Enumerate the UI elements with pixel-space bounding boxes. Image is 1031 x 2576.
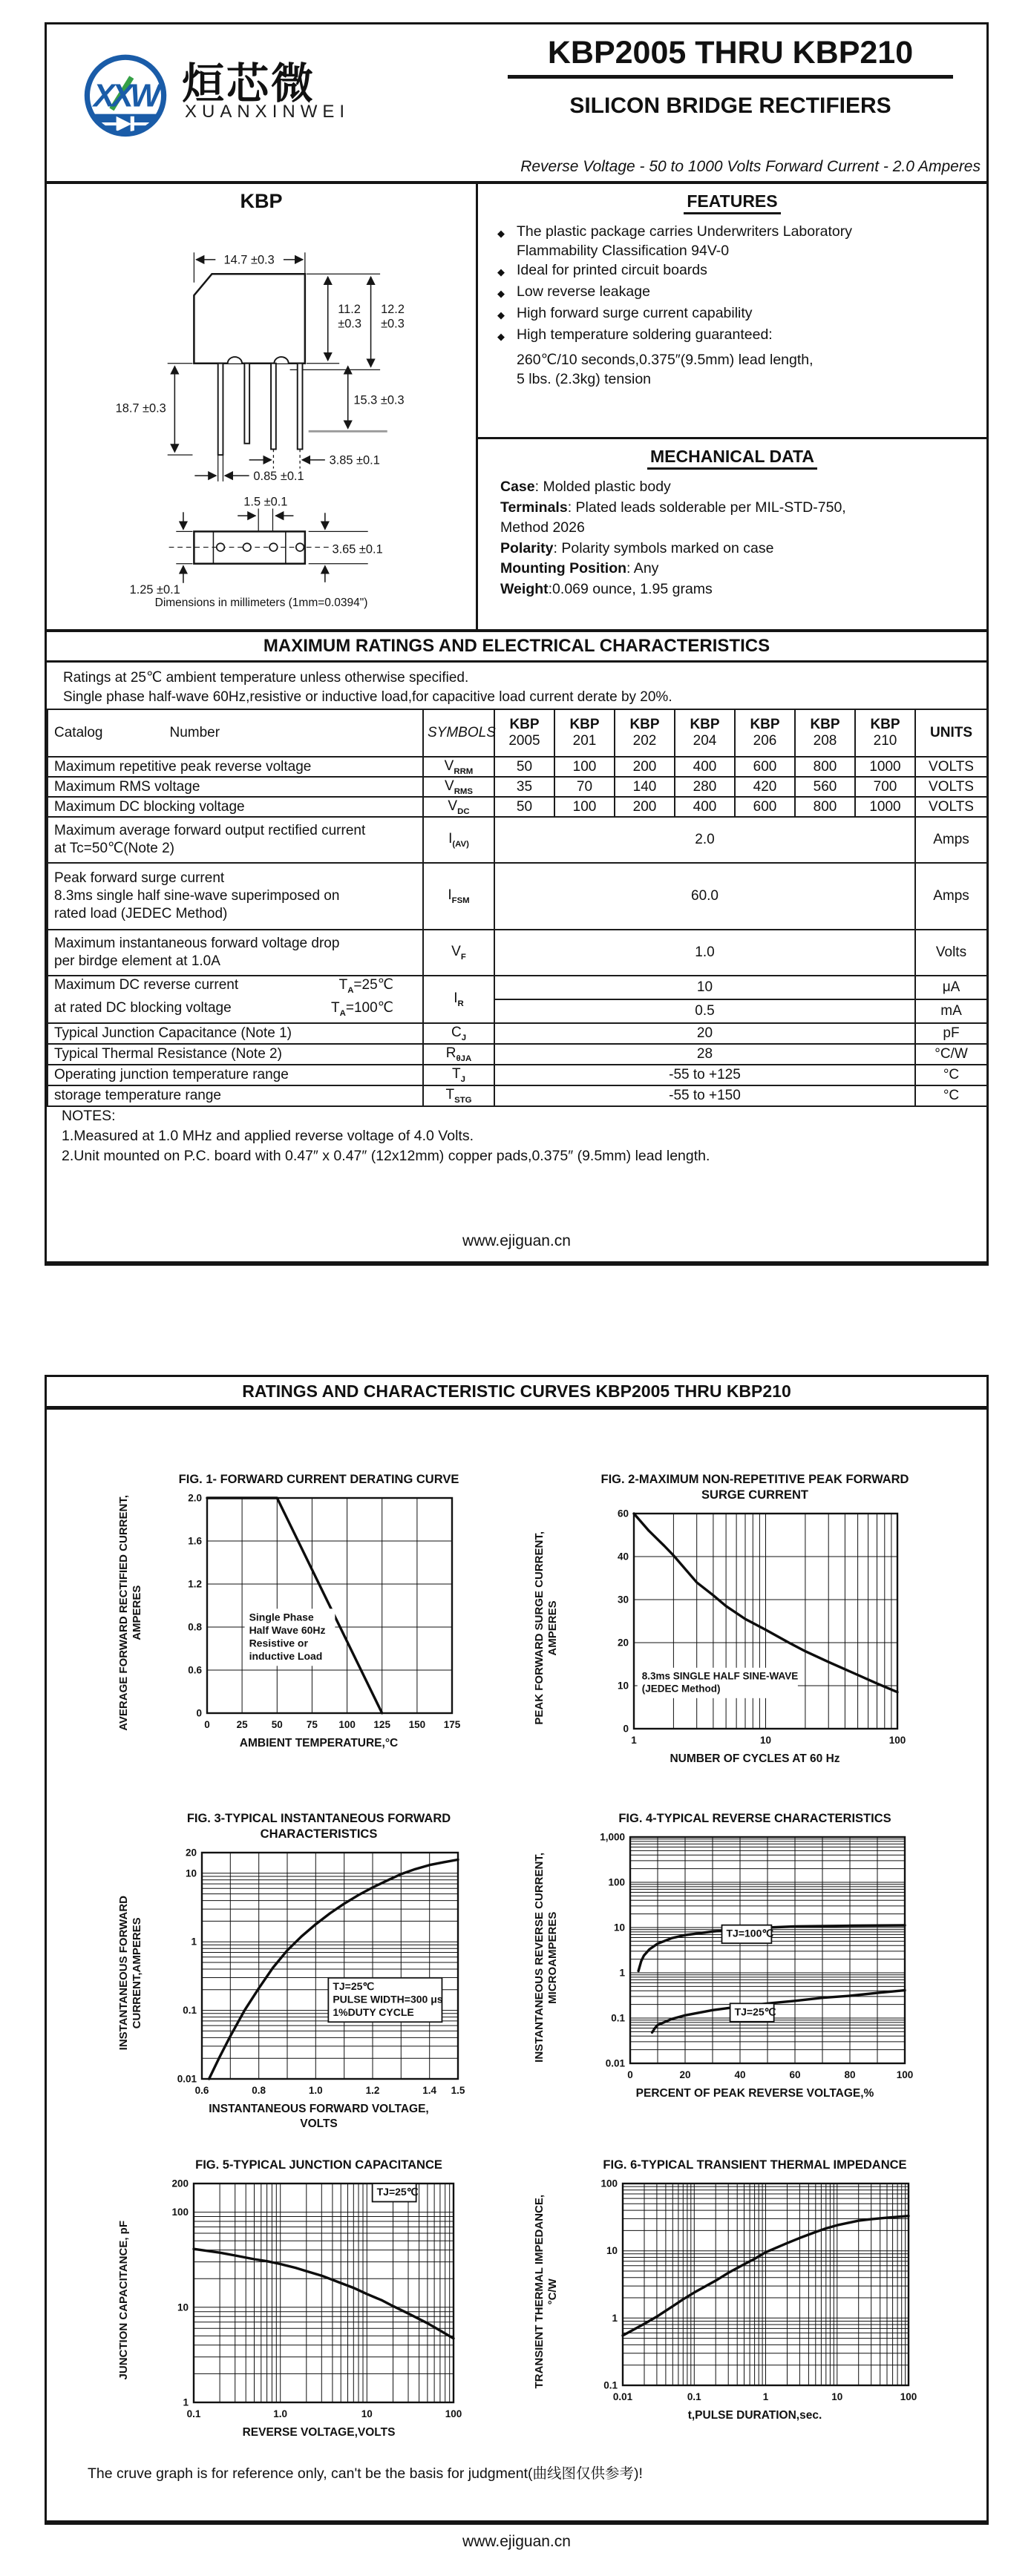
table-row: Peak forward surge current 8.3ms single half sine-wave superimposed on rated load (JEDEC Method) $I_{FSM}$ 60.0 Amps: [48, 863, 987, 930]
svg-text:PULSE WIDTH=300 μs: PULSE WIDTH=300 μs: [333, 1993, 443, 2005]
svg-text:1.0: 1.0: [272, 2408, 287, 2419]
svg-text:60: 60: [789, 2069, 801, 2080]
table-row: Maximum DC reverse current $T_A=25℃$ at rated DC blocking voltage $T_A=100℃$ $I_R$ 10 μA: [48, 976, 987, 999]
figure-3-x-axis-label: INSTANTANEOUS FORWARD VOLTAGE, VOLTS: [209, 2103, 429, 2130]
figure-2-plot: [603, 1508, 906, 1749]
col-part: KBP 201: [554, 709, 615, 757]
figure-4-plot: [595, 1831, 914, 2083]
package-name: KBP: [240, 190, 283, 212]
svg-text:10: 10: [831, 2391, 842, 2402]
ratings-table-body: [48, 709, 987, 1106]
voltage-current-line: Reverse Voltage - 50 to 1000 Volts Forward Current - 2.0 Amperes: [520, 158, 981, 175]
figure-5-plot: [161, 2178, 462, 2422]
svg-text:1.0: 1.0: [308, 2085, 323, 2096]
subtitle: SILICON BRIDGE RECTIFIERS: [569, 93, 891, 118]
mechanical-item: Mounting Position: Any: [500, 560, 659, 576]
svg-text:Half Wave 60Hz: Half Wave 60Hz: [249, 1623, 326, 1636]
dim-lead-datum: 15.3 ±0.3: [353, 393, 405, 407]
svg-text:10: 10: [606, 2245, 618, 2257]
svg-text:TJ=25℃: TJ=25℃: [333, 1979, 375, 1992]
svg-text:0: 0: [627, 2069, 633, 2080]
notes-heading: NOTES:: [62, 1108, 116, 1124]
bullet-icon: ◆: [497, 288, 505, 299]
svg-text:0.1: 0.1: [611, 2012, 625, 2024]
svg-text:20: 20: [679, 2069, 691, 2080]
website-url-1: www.ejiguan.cn: [462, 1232, 571, 1249]
table-row: storage temperature range $T_{STG}$ -55 to +150 °C: [48, 1085, 987, 1106]
package-outline-section: [47, 184, 478, 629]
figure-1-series-1: [207, 1498, 382, 1713]
col-symbols: SYMBOLS: [423, 709, 494, 757]
svg-text:150: 150: [408, 1719, 425, 1730]
mechanical-item: Weight:0.069 ounce, 1.95 grams: [500, 580, 713, 597]
ratings-conditions: [63, 668, 672, 707]
svg-text:20: 20: [185, 1847, 197, 1859]
feature-item: 260℃/10 seconds,0.375″(9.5mm) lead length, 5 lbs. (2.3kg) tension: [517, 352, 814, 387]
svg-text:0.1: 0.1: [687, 2391, 701, 2402]
svg-text:20: 20: [617, 1637, 629, 1649]
svg-text:0.6: 0.6: [194, 2085, 209, 2096]
company-name-en: XUANXINWEI: [185, 102, 350, 122]
svg-text:(JEDEC Method): (JEDEC Method): [641, 1683, 721, 1695]
svg-text:±0.3: ±0.3: [381, 317, 405, 331]
mechanical-item: Polarity: Polarity symbols marked on case: [500, 539, 774, 556]
svg-text:1.2: 1.2: [365, 2085, 380, 2096]
figure-3: [117, 1811, 492, 2132]
bullet-icon: ◆: [497, 228, 505, 239]
svg-text:100: 100: [445, 2408, 462, 2419]
dim-lead-width: 0.85 ±0.1: [253, 469, 304, 483]
svg-text:0.1: 0.1: [183, 2005, 197, 2017]
svg-text:1,000: 1,000: [600, 1831, 625, 1843]
svg-text:125: 125: [373, 1719, 390, 1730]
svg-text:10: 10: [617, 1680, 629, 1692]
figure-2: [533, 1472, 949, 1767]
svg-text:1.5: 1.5: [451, 2085, 465, 2096]
svg-text:25: 25: [236, 1719, 248, 1730]
note-2: 2.Unit mounted on P.C. board with 0.47″ x 0.47″ (12x12mm) copper pads,0.375″ (9.5mm) lead length.: [62, 1148, 710, 1164]
svg-text:8.3ms SINGLE HALF SINE-WAVE: 8.3ms SINGLE HALF SINE-WAVE: [641, 1670, 798, 1682]
svg-text:30: 30: [617, 1594, 629, 1606]
svg-text:0.01: 0.01: [605, 2057, 625, 2069]
svg-text:1: 1: [630, 1735, 637, 1746]
svg-text:0.01: 0.01: [612, 2391, 632, 2402]
figure-1-title: FIG. 1- FORWARD CURRENT DERATING CURVE: [178, 1473, 459, 1486]
table-row: Maximum DC blocking voltage $V_{DC}$ 50 100 200 400 600 800 1000 VOLTS: [48, 797, 987, 817]
figure-6: [533, 2158, 949, 2423]
dim-seat-height: 3.65 ±0.1: [332, 542, 383, 556]
dimensions-caption: Dimensions in millimeters (1mm=0.0394"): [154, 597, 368, 609]
svg-text:0.8: 0.8: [252, 2085, 266, 2096]
package-drawing: [62, 217, 462, 599]
svg-text:0.8: 0.8: [187, 1621, 202, 1633]
svg-text:10: 10: [177, 2301, 189, 2313]
mechanical-item: Terminals: Plated leads solderable per MIL-STD-750,: [500, 499, 846, 516]
figure-4-title: FIG. 4-TYPICAL REVERSE CHARACTERISTICS: [618, 1812, 891, 1825]
note-1: 1.Measured at 1.0 MHz and applied reverse voltage of 4.0 Volts.: [62, 1128, 474, 1144]
dim-offset: 1.25 ±0.1: [129, 583, 180, 597]
svg-text:0.01: 0.01: [177, 2073, 197, 2085]
figure-6-title: FIG. 6-TYPICAL TRANSIENT THERMAL IMPEDANCE: [603, 2158, 907, 2172]
svg-text:Resistive or: Resistive or: [249, 1637, 308, 1649]
figure-4: [533, 1811, 949, 2101]
figure-4-y-axis-label: INSTANTANEOUS REVERSE CURRENT, MICROAMPERES: [533, 1852, 559, 2063]
figure-4-x-axis-label: PERCENT OF PEAK REVERSE VOLTAGE,%: [635, 2087, 874, 2100]
company-logo-icon: [78, 51, 173, 146]
logo-monogram: XXW: [93, 78, 158, 114]
svg-text:0: 0: [195, 1707, 202, 1719]
col-part: KBP 202: [615, 709, 675, 757]
mechanical-item: Method 2026: [500, 519, 585, 536]
feature-item: ◆ The plastic package carries Underwriters Laboratory Flammability Classification 94V-0: [497, 223, 852, 259]
svg-text:100: 100: [338, 1719, 356, 1730]
feature-item: ◆ Ideal for printed circuit boards: [497, 260, 981, 282]
table-row: Maximum RMS voltage $V_{RMS}$ 35 70 140 280 420 560 700 VOLTS: [48, 777, 987, 797]
title-underline: [508, 75, 953, 79]
svg-text:1.2: 1.2: [187, 1578, 202, 1590]
features-heading: FEATURES: [684, 191, 780, 214]
svg-text:1: 1: [611, 2312, 618, 2324]
svg-text:40: 40: [734, 2069, 746, 2080]
table-row: Typical Junction Capacitance (Note 1) $C_J$ 20 pF: [48, 1023, 987, 1044]
svg-text:1: 1: [182, 2396, 189, 2408]
col-part: KBP 206: [735, 709, 795, 757]
svg-text:10: 10: [361, 2408, 373, 2419]
bullet-icon: ◆: [497, 331, 505, 342]
table-row: Maximum repetitive peak reverse voltage $V_{RRM}$ 50 100 200 400 600 800 1000 VOLTS: [48, 757, 987, 777]
figure-5: [117, 2158, 492, 2440]
svg-text:1.4: 1.4: [422, 2085, 437, 2096]
ratings-heading: MAXIMUM RATINGS AND ELECTRICAL CHARACTERISTICS: [47, 629, 986, 663]
svg-text:100: 100: [900, 2391, 917, 2402]
svg-text:100: 100: [608, 1876, 625, 1888]
svg-text:10: 10: [613, 1922, 625, 1933]
mechanical-data-section: [478, 439, 986, 629]
mechanical-heading: MECHANICAL DATA: [647, 447, 817, 470]
svg-text:175: 175: [443, 1719, 460, 1730]
header: [47, 24, 986, 184]
figure-5-title: FIG. 5-TYPICAL JUNCTION CAPACITANCE: [195, 2158, 442, 2172]
col-part: KBP 2005: [494, 709, 554, 757]
dim-body-height: 11.2: [338, 303, 361, 317]
figure-3-title: FIG. 3-TYPICAL INSTANTANEOUS FORWARD CHARACTERISTICS: [186, 1812, 451, 1841]
svg-text:0: 0: [622, 1723, 629, 1735]
col-units: UNITS: [915, 709, 987, 757]
figure-1-plot: [176, 1492, 461, 1733]
page-1: [45, 22, 989, 1266]
svg-text:TJ=25℃: TJ=25℃: [376, 2186, 418, 2198]
disclaimer: The cruve graph is for reference only, can't be the basis for judgment(曲线图仅供参考)!: [88, 2465, 643, 2482]
mechanical-item: Case: Molded plastic body: [500, 479, 671, 495]
svg-text:±0.3: ±0.3: [338, 317, 361, 331]
col-part: KBP 210: [855, 709, 915, 757]
page-title: KBP2005 THRU KBP210: [547, 35, 914, 70]
dim-width: 14.7 ±0.3: [223, 253, 275, 267]
svg-text:75: 75: [306, 1719, 318, 1730]
website-url-2: www.ejiguan.cn: [462, 2533, 571, 2550]
figure-6-x-axis-label: t,PULSE DURATION,sec.: [687, 2409, 822, 2422]
curves-heading: RATINGS AND CHARACTERISTIC CURVES KBP2005 THRU KBP210: [47, 1377, 986, 1410]
svg-text:200: 200: [171, 2178, 189, 2189]
svg-text:TJ=100℃: TJ=100℃: [726, 1927, 774, 1939]
svg-text:1: 1: [619, 1967, 625, 1979]
svg-text:50: 50: [271, 1719, 283, 1730]
features-list: [497, 222, 981, 389]
dim-lead-length: 18.7 ±0.3: [115, 401, 166, 415]
bullet-icon: ◆: [497, 309, 505, 321]
dim-lead-pitch-1: 1.5 ±0.1: [243, 495, 288, 509]
svg-text:100: 100: [600, 2178, 618, 2189]
mechanical-list: [500, 477, 981, 599]
figure-1: [117, 1472, 492, 1751]
feature-item: ◆ High temperature soldering guaranteed:: [497, 325, 981, 346]
svg-text:10: 10: [185, 1867, 197, 1879]
feature-item: ◆ Low reverse leakage: [497, 282, 981, 303]
svg-text:0: 0: [203, 1719, 210, 1730]
figure-2-title: FIG. 2-MAXIMUM NON-REPETITIVE PEAK FORWARD SURGE CURRENT: [600, 1473, 909, 1502]
col-catalog-number: Catalog Number: [48, 709, 423, 757]
svg-text:1.6: 1.6: [187, 1535, 202, 1547]
figure-2-y-axis-label: PEAK FORWARD SURGE CURRENT, AMPERES: [533, 1531, 559, 1725]
svg-text:0.1: 0.1: [603, 2379, 618, 2391]
svg-text:1: 1: [762, 2391, 768, 2402]
figure-5-series-1: [194, 2249, 454, 2339]
figure-5-y-axis-label: JUNCTION CAPACITANCE, pF: [117, 2220, 130, 2380]
page-2: [45, 1375, 989, 2525]
svg-text:100: 100: [888, 1735, 906, 1746]
svg-text:0.6: 0.6: [187, 1664, 202, 1676]
col-part: KBP 208: [795, 709, 855, 757]
svg-text:0.1: 0.1: [186, 2408, 200, 2419]
features-section: [478, 184, 986, 439]
svg-text:inductive Load: inductive Load: [249, 1649, 322, 1662]
table-row: Maximum average forward output rectified current at Tc=50℃(Note 2) $I_{(AV)}$ 2.0 Amps: [48, 817, 987, 863]
figure-6-y-axis-label: TRANSIENT THERMAL IMPEDANCE, °C/W: [533, 2194, 559, 2389]
figure-1-x-axis-label: AMBIENT TEMPERATURE,°C: [239, 1737, 399, 1749]
figure-5-x-axis-label: REVERSE VOLTAGE,VOLTS: [242, 2426, 396, 2439]
figure-6-plot: [592, 2178, 917, 2405]
svg-text:80: 80: [844, 2069, 856, 2080]
ratings-condition-2: Single phase half-wave 60Hz,resistive or inductive load,for capacitive load current derate by 20%.: [63, 689, 672, 705]
dim-total-height: 12.2: [381, 303, 405, 317]
svg-text:100: 100: [171, 2207, 189, 2218]
table-header-row: [48, 709, 987, 757]
svg-text:TJ=25℃: TJ=25℃: [734, 2005, 776, 2018]
svg-text:1%DUTY CYCLE: 1%DUTY CYCLE: [333, 2005, 414, 2018]
table-row: Typical Thermal Resistance (Note 2) $R_{\theta JA}$ 28 °C/W: [48, 1044, 987, 1065]
svg-text:1: 1: [191, 1936, 197, 1948]
svg-text:2.0: 2.0: [187, 1492, 202, 1504]
figure-2-x-axis-label: NUMBER OF CYCLES AT 60 Hz: [670, 1752, 840, 1765]
company-name-cn: 烜芯微: [182, 60, 315, 108]
figure-3-plot: [169, 1847, 467, 2099]
table-row: 0.5 mA: [48, 999, 987, 1023]
svg-text:Single Phase: Single Phase: [249, 1611, 314, 1623]
figure-1-y-axis-label: AVERAGE FORWARD RECTIFIED CURRENT, AMPERES: [117, 1494, 143, 1731]
ratings-table: [47, 709, 988, 1107]
table-row: Maximum instantaneous forward voltage drop per birdge element at 1.0A $V_F$ 1.0 Volts: [48, 930, 987, 976]
svg-text:40: 40: [617, 1551, 629, 1563]
notes: [62, 1106, 710, 1166]
svg-text:100: 100: [896, 2069, 914, 2080]
ratings-condition-1: Ratings at 25℃ ambient temperature unless otherwise specified.: [63, 670, 469, 686]
svg-text:60: 60: [617, 1508, 629, 1519]
dim-lead-pitch-2: 3.85 ±0.1: [329, 453, 380, 467]
col-part: KBP 204: [675, 709, 735, 757]
table-row: Operating junction temperature range $T_J$ -55 to +125 °C: [48, 1065, 987, 1085]
feature-item: ◆ High forward surge current capability: [497, 303, 981, 325]
bullet-icon: ◆: [497, 266, 505, 277]
svg-text:10: 10: [759, 1735, 771, 1746]
figure-3-y-axis-label: INSTANTANEOUS FORWARD CURRENT,AMPERES: [117, 1895, 143, 2051]
